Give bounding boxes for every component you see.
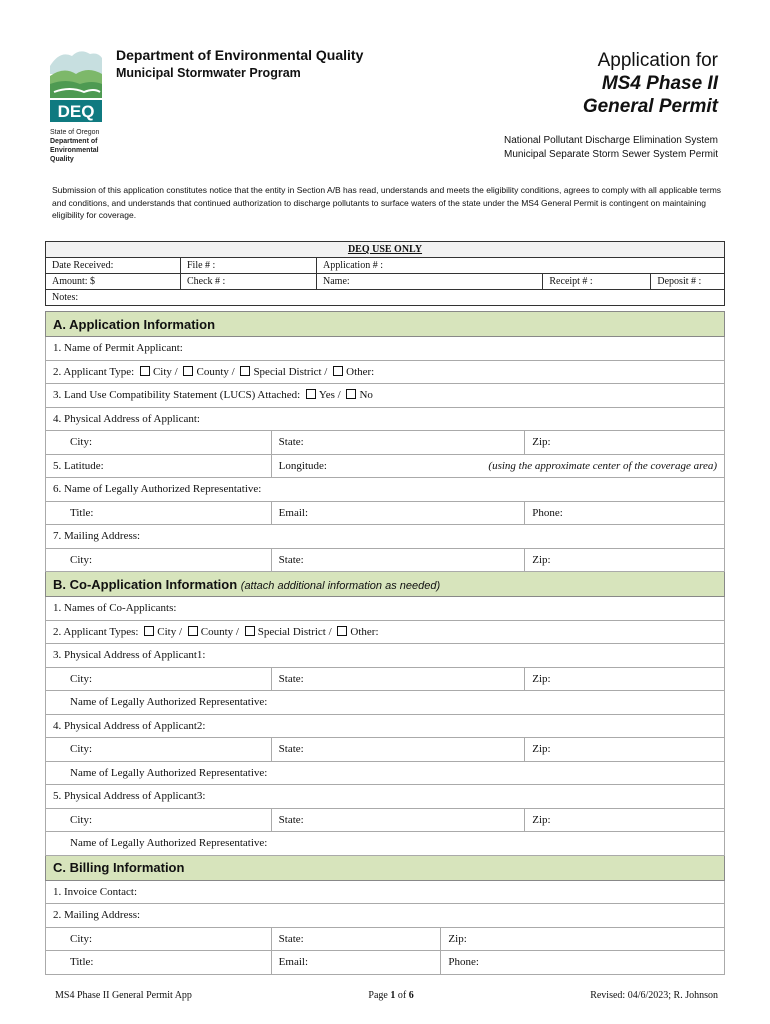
revision-info: Revised: 04/6/2023; R. Johnson	[590, 990, 718, 1001]
checkbox-other[interactable]	[337, 626, 347, 636]
submission-notice: Submission of this application constitutes notice that the entity in Section A/B has read, understands and meets the eligibility conditions, agrees to comply with all applicable terms and conditions, and understands that continued authorization to discharge pollutants to surface waters of the state under the MS4 General Permit is contingent on maintaining eligibility for coverage.	[52, 185, 722, 220]
phone-field[interactable]: Phone:	[525, 501, 725, 525]
deq-logo-graphic	[50, 44, 102, 122]
application-number-field[interactable]: Application # :	[317, 258, 725, 274]
co-applicant-types-row	[46, 620, 725, 644]
applicant3-zip-field[interactable]: Zip:	[525, 808, 725, 832]
application-form	[45, 311, 725, 975]
applicant2-state-field[interactable]: State:	[271, 738, 525, 762]
billing-zip-field[interactable]: Zip:	[441, 927, 725, 951]
footer-doc-name: MS4 Phase II General Permit App	[55, 990, 192, 1001]
applicant3-city-field[interactable]: City:	[46, 808, 272, 832]
billing-email-field[interactable]: Email:	[271, 951, 441, 975]
page-footer	[55, 990, 718, 1001]
applicant1-state-field[interactable]: State:	[271, 667, 525, 691]
section-b-note: (attach additional information as needed)	[240, 579, 441, 592]
amount-field[interactable]: Amount: $	[46, 274, 181, 290]
logo-text: DEQ	[57, 102, 95, 121]
checkbox-special-district[interactable]	[240, 366, 250, 376]
billing-state-field[interactable]: State:	[271, 927, 441, 951]
applicant2-address-field[interactable]: 4. Physical Address of Applicant2:	[46, 714, 725, 738]
applicant3-address-field[interactable]: 5. Physical Address of Applicant3:	[46, 785, 725, 809]
opt-no-label: No	[359, 389, 373, 402]
page-title	[583, 49, 718, 118]
billing-city-field[interactable]: City:	[46, 927, 272, 951]
page-total: 6	[408, 990, 414, 1001]
opt-district-label: Special District /	[257, 625, 332, 638]
logo-sub1: State of Oregon	[50, 129, 100, 136]
longitude-label: Longitude:	[278, 459, 327, 472]
logo-sub3: Environmental	[50, 147, 99, 154]
program-name: Municipal Stormwater Program	[116, 66, 301, 80]
checkbox-city[interactable]	[144, 626, 154, 636]
opt-county-label: County /	[196, 365, 235, 378]
co-applicant-types-label: 2. Applicant Types:	[53, 625, 139, 638]
page-of: of	[395, 990, 409, 1001]
logo-caption	[50, 128, 106, 164]
name-field[interactable]: Name:	[317, 274, 543, 290]
billing-title-field[interactable]: Title:	[46, 951, 272, 975]
applicant1-zip-field[interactable]: Zip:	[525, 667, 725, 691]
state-field[interactable]: State:	[271, 431, 525, 455]
title-field[interactable]: Title:	[46, 501, 272, 525]
latitude-field[interactable]: 5. Latitude:	[46, 454, 272, 478]
physical-address-field[interactable]: 4. Physical Address of Applicant:	[46, 407, 725, 431]
page-num: 1	[390, 990, 396, 1001]
opt-city-label: City /	[157, 625, 183, 638]
lucs-label: 3. Land Use Compatibility Statement (LUCS) Attached:	[53, 389, 301, 402]
department-name: Department of Environmental Quality	[116, 47, 364, 63]
notes-field[interactable]: Notes:	[46, 290, 725, 306]
deq-logo	[50, 44, 106, 164]
billing-mailing-address-field[interactable]: 2. Mailing Address:	[46, 904, 725, 928]
title-line3: General Permit	[582, 96, 718, 117]
applicant-type-row	[46, 360, 725, 384]
deq-use-only-table	[45, 241, 725, 306]
billing-phone-field[interactable]: Phone:	[441, 951, 725, 975]
applicant-name-field[interactable]: 1. Name of Permit Applicant:	[46, 337, 725, 361]
opt-other-label: Other:	[346, 365, 375, 378]
opt-city-label: City /	[152, 365, 178, 378]
check-number-field[interactable]: Check # :	[181, 274, 317, 290]
section-c-header	[46, 855, 725, 880]
page-prefix: Page	[368, 990, 391, 1001]
checkbox-other[interactable]	[333, 366, 343, 376]
file-number-field[interactable]: File # :	[181, 258, 317, 274]
receipt-number-field[interactable]: Receipt # :	[543, 274, 651, 290]
invoice-contact-field[interactable]: 1. Invoice Contact:	[46, 880, 725, 904]
zip-field[interactable]: Zip:	[525, 431, 725, 455]
mailing-state-field[interactable]: State:	[271, 548, 525, 572]
opt-county-label: County /	[200, 625, 239, 638]
checkbox-city[interactable]	[140, 366, 150, 376]
npdes-line2: Municipal Separate Storm Sewer System Permit	[504, 149, 718, 160]
applicant3-state-field[interactable]: State:	[271, 808, 525, 832]
opt-yes-label: Yes /	[318, 389, 341, 402]
title-line1: Application for	[597, 50, 718, 71]
co-applicants-field[interactable]: 1. Names of Co-Applicants:	[46, 597, 725, 621]
applicant2-rep-field[interactable]: Name of Legally Authorized Representative:	[46, 761, 725, 785]
checkbox-county[interactable]	[188, 626, 198, 636]
opt-other-label: Other:	[350, 625, 379, 638]
title-line2: MS4 Phase II	[601, 73, 718, 94]
mailing-address-field[interactable]: 7. Mailing Address:	[46, 525, 725, 549]
section-a-title: A. Application Information	[53, 316, 216, 332]
page-number	[368, 990, 413, 1001]
opt-district-label: Special District /	[253, 365, 328, 378]
longitude-field[interactable]	[271, 454, 724, 478]
deq-use-title: DEQ USE ONLY	[46, 242, 725, 258]
permit-subtitle	[504, 134, 718, 162]
coverage-note: (using the approximate center of the coverage area)	[488, 459, 717, 472]
applicant2-city-field[interactable]: City:	[46, 738, 272, 762]
checkbox-yes[interactable]	[306, 389, 316, 399]
logo-sub4: Quality	[50, 156, 74, 163]
city-field[interactable]: City:	[46, 431, 272, 455]
mailing-zip-field[interactable]: Zip:	[525, 548, 725, 572]
checkbox-special-district[interactable]	[245, 626, 255, 636]
applicant3-rep-field[interactable]: Name of Legally Authorized Representative:	[46, 832, 725, 856]
applicant1-rep-field[interactable]: Name of Legally Authorized Representative:	[46, 691, 725, 715]
email-field[interactable]: Email:	[271, 501, 525, 525]
applicant-type-label: 2. Applicant Type:	[53, 365, 135, 378]
section-a-header	[46, 312, 725, 337]
logo-sub2: Department of	[50, 138, 98, 145]
date-received-field[interactable]: Date Received:	[46, 258, 181, 274]
section-c-title: C. Billing Information	[53, 860, 185, 875]
mailing-city-field[interactable]: City:	[46, 548, 272, 572]
applicant1-city-field[interactable]: City:	[46, 667, 272, 691]
applicant1-address-field[interactable]: 3. Physical Address of Applicant1:	[46, 644, 725, 668]
checkbox-county[interactable]	[183, 366, 193, 376]
npdes-line1: National Pollutant Discharge Elimination System	[504, 135, 718, 146]
section-b-header	[46, 572, 725, 597]
lucs-row	[46, 384, 725, 408]
checkbox-no[interactable]	[346, 389, 356, 399]
applicant2-zip-field[interactable]: Zip:	[525, 738, 725, 762]
department-heading	[116, 47, 363, 80]
section-b-title: B. Co-Application Information	[53, 576, 238, 592]
representative-field[interactable]: 6. Name of Legally Authorized Representative:	[46, 478, 725, 502]
deposit-number-field[interactable]: Deposit # :	[651, 274, 725, 290]
